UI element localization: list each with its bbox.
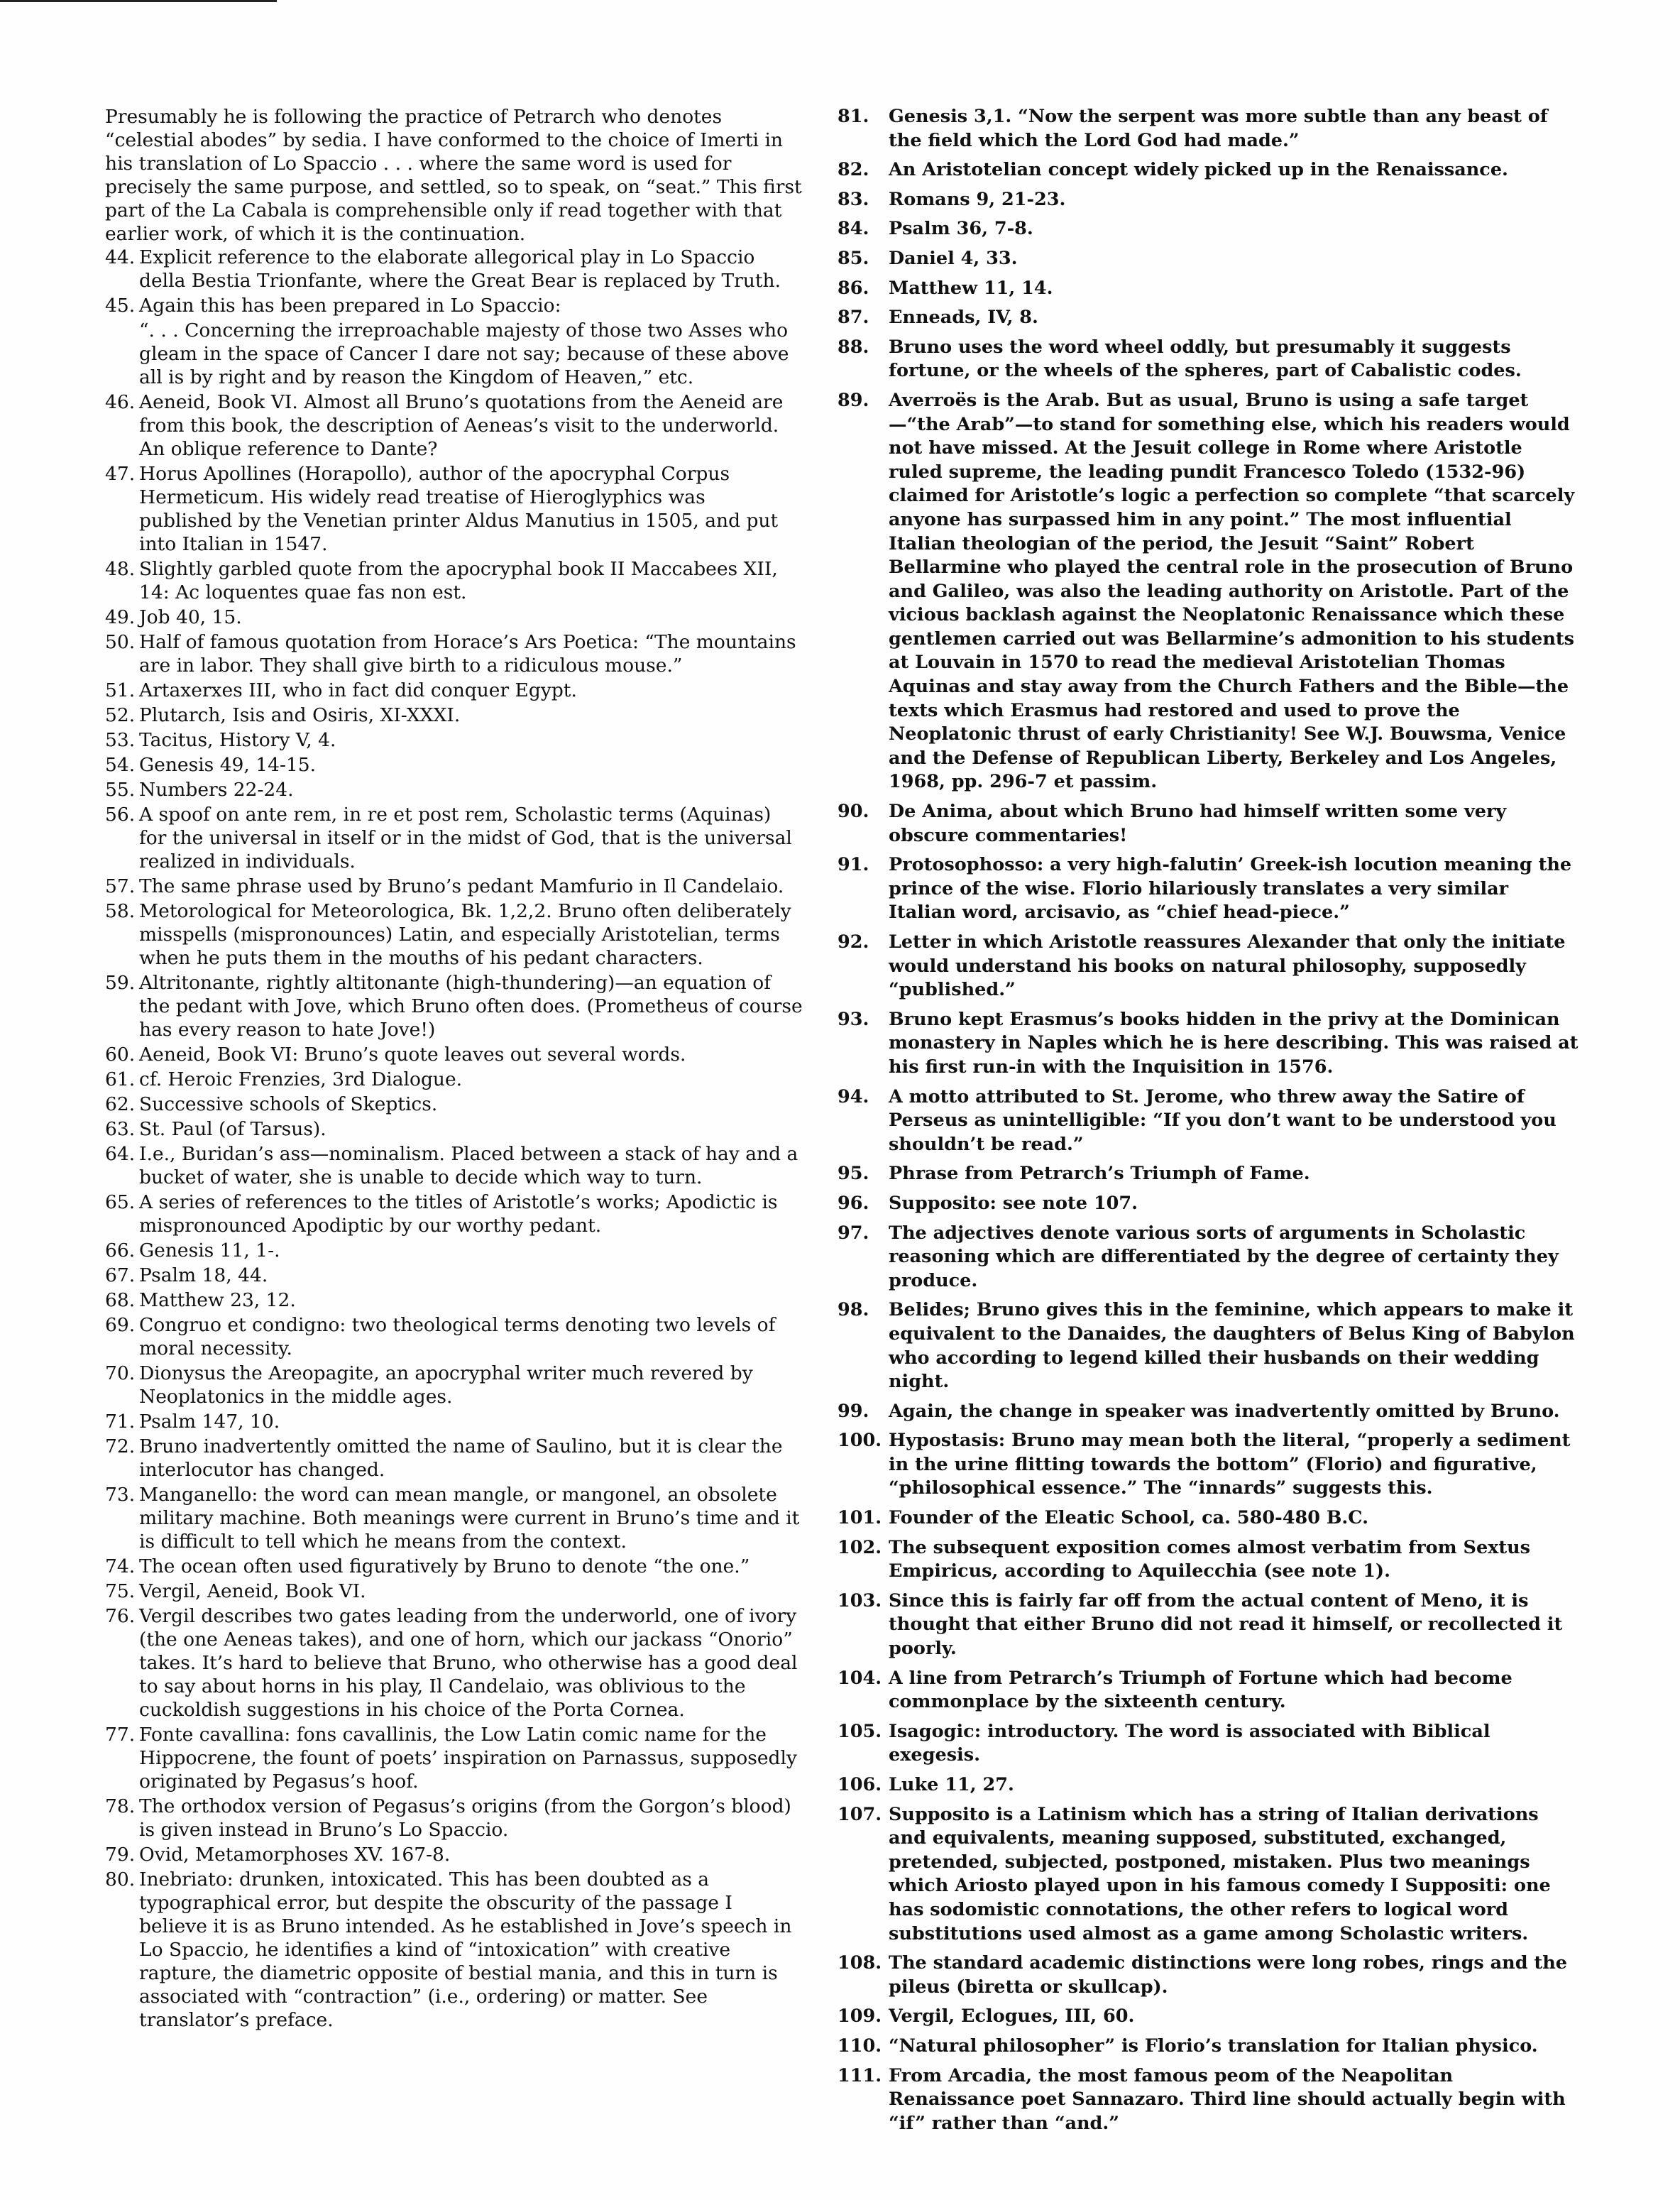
footnote [838, 389, 1581, 794]
footnote-number: 86. [838, 277, 869, 299]
footnote-text: Slightly garbled quote from the apocryphal book II Maccabees XII, 14: Ac loquentes quae fas non est. [139, 558, 778, 603]
footnote [838, 105, 1581, 153]
footnote-number: 100. [838, 1430, 882, 1452]
footnote-text: Ovid, Metamorphoses XV. 167-8. [139, 1844, 451, 1866]
footnote [105, 1843, 804, 1866]
footnote-number: 51. [105, 679, 136, 701]
continuation-paragraph: Presumably he is following the practice of Petrarch who denotes “celestial abodes” by sedia. I have conformed to the choice of Imerti in his translation of Lo Spaccio . . . where the same word is used for precisely the same purpose, and settled, so to speak, on “seat.” This first part of the La Cabala is comprehensible only if read together with that earlier work, of which it is the continuation. [105, 106, 802, 245]
footnote [838, 188, 1581, 212]
footnote [838, 1720, 1581, 1768]
footnote-number: 56. [105, 804, 136, 826]
footnote-number: 97. [838, 1222, 869, 1244]
footnote-number: 102. [838, 1536, 882, 1558]
footnote-number: 79. [105, 1844, 136, 1866]
footnote-number: 46. [105, 391, 136, 413]
footnote-text: Half of famous quotation from Horace’s Ars Poetica: “The mountains are in labor. They shall give birth to a ridiculous mouse.” [139, 631, 796, 677]
footnote-text: “Natural philosopher” is Florio’s translation for Italian physico. [889, 2035, 1538, 2057]
footnote-text: Phrase from Petrarch’s Triumph of Fame. [889, 1163, 1310, 1185]
footnote [105, 875, 804, 898]
footnote-number: 69. [105, 1314, 136, 1336]
footnote-number: 74. [105, 1555, 136, 1577]
footnote [838, 1298, 1581, 1394]
footnote-number: 91. [838, 854, 869, 876]
footnote [105, 1362, 804, 1408]
footnote-text: Protosophosso: a very high-falutin’ Greek-ish locution meaning the prince of the wise. Florio hilariously translates a very similar Italian word, arcisavio, as “chief head-piece.” [889, 854, 1572, 924]
footnote-text: Altritonante, rightly altitonante (high-thundering)—an equation of the pedant with Jove, which Bruno often does. (Prometheus of course has every reason to hate Jove!) [139, 972, 803, 1041]
footnote-number: 80. [105, 1868, 136, 1890]
footnote-number: 85. [838, 247, 869, 269]
footnote-number: 106. [838, 1774, 882, 1795]
footnote [105, 630, 804, 677]
footnote [838, 1773, 1581, 1797]
footnote [105, 1043, 804, 1066]
footnote [105, 1604, 804, 1722]
footnote-text: Again, the change in speaker was inadvertently omitted by Bruno. [889, 1400, 1560, 1422]
footnote-text: Inebriato: drunken, intoxicated. This has been doubted as a typographical error, but despite the obscurity of the passage I believe it is as Bruno intended. As he established in Jove’s speech in Lo Spaccio, he identifies a kind of “intoxication” with creative rapture, the diametric opposite of bestial mania, and this in turn is associated with “contraction” (i.e., ordering) or matter. See translator’s preface. [139, 1868, 792, 2031]
footnote-text: Supposito is a Latinism which has a string of Italian derivations and equivalents, meaning supposed, substituted, exchanged, pretended, subjected, postponed, mistaken. Plus two meanings which Ariosto played upon in his famous comedy I Suppositi: one has sodomistic connotations, the other refers to logical word substitutions used almost as a game among Scholastic writers. [889, 1803, 1551, 1944]
footnote-text: Founder of the Eleatic School, ca. 580-480 B.C. [889, 1507, 1368, 1529]
footnote-number: 44. [105, 246, 136, 268]
footnote [838, 1506, 1581, 1531]
footnote-number: 59. [105, 972, 136, 994]
footnote-number: 66. [105, 1239, 136, 1262]
footnote-number: 55. [105, 779, 136, 801]
footnote [838, 306, 1581, 330]
footnote-number: 101. [838, 1507, 882, 1529]
footnote-text: Genesis 3,1. “Now the serpent was more subtle than any beast of the field which the Lord God had made.” [889, 106, 1548, 151]
footnote-number: 88. [838, 336, 869, 358]
footnote-number: 99. [838, 1400, 869, 1422]
footnote-number: 50. [105, 631, 136, 653]
footnote-text: Since this is fairly far off from the actual content of Meno, it is thought that either Bruno did not read it himself, or recollected it poorly. [889, 1589, 1563, 1660]
footnote-text: Vergil describes two gates leading from the underworld, one of ivory (the one Aeneas takes), and one of horn, which our jackass “Onorio” takes. It’s hard to believe that Bruno, who otherwise has a good deal to say about horns in his play, Il Candelaio, was oblivious to the cuckoldish suggestions in his choice of the Porta Cornea. [139, 1605, 798, 1721]
footnote-number: 96. [838, 1192, 869, 1214]
footnote-number: 98. [838, 1299, 869, 1321]
footnote [105, 704, 804, 727]
footnote-text: Bruno inadvertently omitted the name of Saulino, but it is clear the interlocutor has changed. [139, 1435, 783, 1481]
footnote [105, 679, 804, 702]
footnote-text: The same phrase used by Bruno’s pedant Mamfurio in Il Candelaio. [139, 875, 784, 897]
footnote-number: 68. [105, 1289, 136, 1311]
footnote-number: 93. [838, 1008, 869, 1030]
footnote [105, 319, 804, 389]
footnote-number: 57. [105, 875, 136, 897]
footnote [838, 1667, 1581, 1714]
footnote [105, 390, 804, 461]
footnote [105, 1410, 804, 1433]
footnote-number: 71. [105, 1411, 136, 1433]
footnote-text: Plutarch, Isis and Osiris, XI-XXXI. [139, 704, 461, 726]
footnote-text: Again this has been prepared in Lo Spaccio: [139, 295, 561, 317]
footnote [105, 753, 804, 777]
footnote-number: 70. [105, 1362, 136, 1384]
footnote [105, 1239, 804, 1262]
footnote [105, 462, 804, 556]
footnote-text: Psalm 18, 44. [139, 1264, 268, 1286]
footnote-text: Matthew 23, 12. [139, 1289, 296, 1311]
footnote-text: Daniel 4, 33. [889, 247, 1018, 269]
footnote [105, 971, 804, 1041]
footnote-text: Matthew 11, 14. [889, 277, 1053, 299]
footnote-number: 75. [105, 1580, 136, 1602]
footnote [105, 1191, 804, 1237]
footnote-text: Psalm 147, 10. [139, 1411, 280, 1433]
footnote-text: Aeneid, Book VI. Almost all Bruno’s quotations from the Aeneid are from this book, the description of Aeneas’s visit to the underworld. An oblique reference to Dante? [139, 391, 784, 460]
footnote-text: A series of references to the titles of Aristotle’s works; Apodictic is mispronounced Apodiptic by our worthy pedant. [139, 1191, 778, 1237]
footnote [105, 606, 804, 629]
footnote-number: 63. [105, 1118, 136, 1140]
footnote-text: Averroës is the Arab. But as usual, Bruno is using a safe target—“the Arab”—to stand for something else, which his readers would not have missed. At the Jesuit college in Rome where Aristotle ruled supreme, the leading pundit Francesco Toledo (1532-96) claimed for Aristotle’s logic a perfection so complete “that scarcely anyone has surpassed him in any point.” The most influential Italian theologian of the period, the Jesuit “Saint” Robert Bellarmine who played the central role in the prosecution of Bruno and Galileo, was also the leading authority on Aristotle. Part of the vicious backlash against the Neoplatonic Renaissance which these gentlemen carried out was Bellarmine’s admonition to his students at Louvain in 1570 to read the medieval Aristotelian Thomas Aquinas and stay away from the Church Fathers and the Bible—the texts which Erasmus had restored and used to prove the Neoplatonic thrust of early Christianity! See W.J. Bouwsma, Venice and the Defense of Republican Liberty, Berkeley and Los Angeles, 1968, pp. 296-7 et passim. [889, 389, 1575, 793]
footnote [105, 1313, 804, 1360]
right-column [838, 105, 1581, 2141]
footnote-number: 104. [838, 1667, 882, 1689]
footnote [838, 1008, 1581, 1080]
footnote-text: Belides; Bruno gives this in the feminine, which appears to make it equivalent to the Danaides, the daughters of Belus King of Babylon who according to legend killed their husbands on their wedding night. [889, 1299, 1575, 1393]
footnote-text: A motto attributed to St. Jerome, who threw away the Satire of Perseus as unintelligible: “If you don’t want to be understood you shouldn’t be read.” [889, 1085, 1557, 1155]
footnote-text: An Aristotelian concept widely picked up in the Renaissance. [889, 159, 1508, 181]
footnote-text: A line from Petrarch’s Triumph of Fortune which had become commonplace by the sixteenth century. [889, 1667, 1512, 1713]
footnote-number: 83. [838, 188, 869, 210]
footnote-text: Enneads, IV, 8. [889, 307, 1038, 329]
footnote-text: Genesis 49, 14-15. [139, 754, 317, 776]
footnote-text: “. . . Concerning the irreproachable majesty of those two Asses who gleam in the space of Cancer I dare not say; because of these above all is by right and by reason the Kingdom of Heaven,” etc. [139, 319, 789, 388]
footnote [105, 1795, 804, 1841]
footnote-number: 54. [105, 754, 136, 776]
footnote-number: 105. [838, 1720, 882, 1742]
footnote [838, 1162, 1581, 1186]
footnote-text: Dionysus the Areopagite, an apocryphal writer much revered by Neoplatonics in the middle ages. [139, 1362, 753, 1408]
footnote [838, 1536, 1581, 1584]
footnote-text: Manganello: the word can mean mangle, or mangonel, an obsolete military machine. Both meanings were current in Bruno’s time and it is difficult to tell which he means from the context. [139, 1484, 800, 1553]
top-rule [0, 0, 277, 2]
footnote [838, 931, 1581, 1002]
footnote [105, 728, 804, 752]
footnote-text: Tacitus, History V, 4. [139, 729, 336, 751]
footnote [105, 1117, 804, 1141]
footnote-text: The orthodox version of Pegasus’s origins (from the Gorgon’s blood) is given instead in Bruno’s Lo Spaccio. [139, 1795, 791, 1841]
footnote [105, 1435, 804, 1482]
footnote [838, 247, 1581, 271]
footnote [105, 1555, 804, 1578]
footnote [838, 1400, 1581, 1424]
footnote [105, 803, 804, 873]
footnote-number: 89. [838, 389, 869, 411]
footnote-text: Letter in which Aristotle reassures Alexander that only the initiate would understand his books on natural philosophy, supposedly “published.” [889, 931, 1566, 1001]
footnote-number: 49. [105, 606, 136, 628]
footnote-text: Vergil, Eclogues, III, 60. [889, 2005, 1135, 2027]
footnote-text: Congruo et condigno: two theological terms denoting two levels of moral necessity. [139, 1314, 776, 1359]
footnote [105, 1264, 804, 1287]
footnote [105, 778, 804, 801]
footnote-text: Psalm 36, 7-8. [889, 218, 1033, 240]
footnote [105, 899, 804, 970]
footnote-number: 61. [105, 1068, 136, 1090]
footnote-text: Hypostasis: Bruno may mean both the literal, “properly a sediment in the urine flitting towards the bottom” (Florio) and figurative, “philosophical essence.” The “innards” suggests this. [889, 1430, 1571, 1499]
footnote [838, 1429, 1581, 1501]
footnote-number: 48. [105, 558, 136, 580]
footnote [838, 1589, 1581, 1661]
footnote [105, 1068, 804, 1091]
footnote [105, 1483, 804, 1553]
footnote-number: 62. [105, 1093, 136, 1115]
footnote [838, 1192, 1581, 1216]
footnote-number: 111. [838, 2064, 882, 2086]
footnote [838, 158, 1581, 182]
footnote-text: Fonte cavallina: fons cavallinis, the Low Latin comic name for the Hippocrene, the fount of poets’ inspiration on Parnassus, supposedly originated by Pegasus’s hoof. [139, 1724, 797, 1793]
footnote [105, 1723, 804, 1793]
footnote [838, 217, 1581, 241]
footnote-text: Job 40, 15. [139, 606, 242, 628]
footnote-number: 67. [105, 1264, 136, 1286]
footnote-text: Vergil, Aeneid, Book VI. [139, 1580, 366, 1602]
footnote [105, 1142, 804, 1189]
footnote-text: From Arcadia, the most famous peom of the Neapolitan Renaissance poet Sannazaro. Third line should actually begin with “if” rather than “and.” [889, 2064, 1566, 2134]
footnote-number: 108. [838, 1952, 882, 1974]
footnote-text: The subsequent exposition comes almost verbatim from Sextus Empiricus, according to Aquilecchia (see note 1). [889, 1536, 1531, 1582]
footnote [838, 277, 1581, 301]
footnote-text: Successive schools of Skeptics. [139, 1093, 438, 1115]
footnote [838, 2035, 1581, 2059]
footnote-number: 94. [838, 1085, 869, 1107]
footnote-text: De Anima, about which Bruno had himself written some very obscure commentaries! [889, 801, 1507, 846]
footnote-number: 60. [105, 1044, 136, 1066]
footnote-number: 77. [105, 1724, 136, 1746]
footnote-text: The standard academic distinctions were long robes, rings and the pileus (biretta or skullcap). [889, 1952, 1567, 1998]
footnote-text: Horus Apollines (Horapollo), author of the apocryphal Corpus Hermeticum. His widely read treatise of Hieroglyphics was published by the Venetian printer Aldus Manutius in 1505, and put into Italian in 1547. [139, 463, 779, 555]
footnote-text: Supposito: see note 107. [889, 1192, 1138, 1214]
footnote-text: Artaxerxes III, who in fact did conquer Egypt. [139, 679, 577, 701]
footnote-text: Bruno uses the word wheel oddly, but presumably it suggests fortune, or the wheels of the spheres, part of Cabalistic codes. [889, 336, 1522, 382]
footnote [838, 336, 1581, 383]
footnote-number: 107. [838, 1803, 882, 1825]
footnote [105, 1868, 804, 2032]
footnote [838, 853, 1581, 925]
footnote-number: 103. [838, 1589, 882, 1611]
footnote [105, 246, 804, 292]
footnote-text: Genesis 11, 1-. [139, 1239, 280, 1262]
footnote-number: 109. [838, 2005, 882, 2027]
footnote-text: Numbers 22-24. [139, 779, 294, 801]
footnote-number: 73. [105, 1484, 136, 1506]
footnote-text: St. Paul (of Tarsus). [139, 1118, 326, 1140]
footnote-number: 58. [105, 900, 136, 922]
footnote-number: 72. [105, 1435, 136, 1457]
footnote [105, 1288, 804, 1312]
footnote-text: Explicit reference to the elaborate allegorical play in Lo Spaccio della Bestia Trionfante, where the Great Bear is replaced by Truth. [139, 246, 781, 292]
footnote-text: Metorological for Meteorologica, Bk. 1,2,2. Bruno often deliberately misspells (mispronounces) Latin, and especially Aristotelian, terms when he puts them in the mouths of his pedant characters. [139, 900, 791, 969]
footnote-text: I.e., Buridan’s ass—nominalism. Placed between a stack of hay and a bucket of water, she is unable to decide which way to turn. [139, 1143, 798, 1188]
left-column [105, 105, 804, 2033]
footnote-text: A spoof on ante rem, in re et post rem, Scholastic terms (Aquinas) for the universal in itself or in the midst of God, that is the universal realized in individuals. [139, 804, 792, 872]
footnote-number: 84. [838, 218, 869, 240]
footnote [838, 800, 1581, 848]
footnote [838, 2005, 1581, 2029]
footnote-text: The ocean often used figuratively by Bruno to denote “the one.” [139, 1555, 750, 1577]
footnote-number: 90. [838, 801, 869, 823]
footnote-text: Luke 11, 27. [889, 1774, 1014, 1795]
footnote-number: 47. [105, 463, 136, 485]
footnote [838, 1803, 1581, 1947]
footnote-text: cf. Heroic Frenzies, 3rd Dialogue. [139, 1068, 463, 1090]
footnote [105, 557, 804, 604]
footnote [105, 1093, 804, 1116]
footnote [838, 1952, 1581, 1999]
footnote-number: 82. [838, 159, 869, 181]
footnote-text: Aeneid, Book VI: Bruno’s quote leaves out several words. [139, 1044, 686, 1066]
footnote-text: Isagogic: introductory. The word is associated with Biblical exegesis. [889, 1720, 1490, 1766]
footnote [838, 2064, 1581, 2136]
footnote-number: 92. [838, 931, 869, 953]
footnote-text: Romans 9, 21-23. [889, 188, 1066, 210]
footnote-number: 53. [105, 729, 136, 751]
footnote-number: 65. [105, 1191, 136, 1213]
footnote-number: 64. [105, 1143, 136, 1165]
footnote-number: 76. [105, 1605, 136, 1627]
footnote [105, 294, 804, 317]
footnote [105, 1580, 804, 1603]
footnote-number: 81. [838, 106, 869, 127]
footnote-number: 78. [105, 1795, 136, 1817]
footnote-number: 95. [838, 1163, 869, 1185]
footnote-number: 87. [838, 307, 869, 329]
footnote [838, 1222, 1581, 1293]
footnote-number: 45. [105, 295, 136, 317]
footnote-number: 52. [105, 704, 136, 726]
footnote-number: 110. [838, 2035, 882, 2057]
footnote-text: The adjectives denote various sorts of arguments in Scholastic reasoning which are differentiated by the degree of certainty they produce. [889, 1222, 1559, 1291]
footnote [838, 1085, 1581, 1157]
footnote-text: Bruno kept Erasmus’s books hidden in the privy at the Dominican monastery in Naples which he is here describing. This was raised at his first run-in with the Inquisition in 1576. [889, 1008, 1579, 1078]
